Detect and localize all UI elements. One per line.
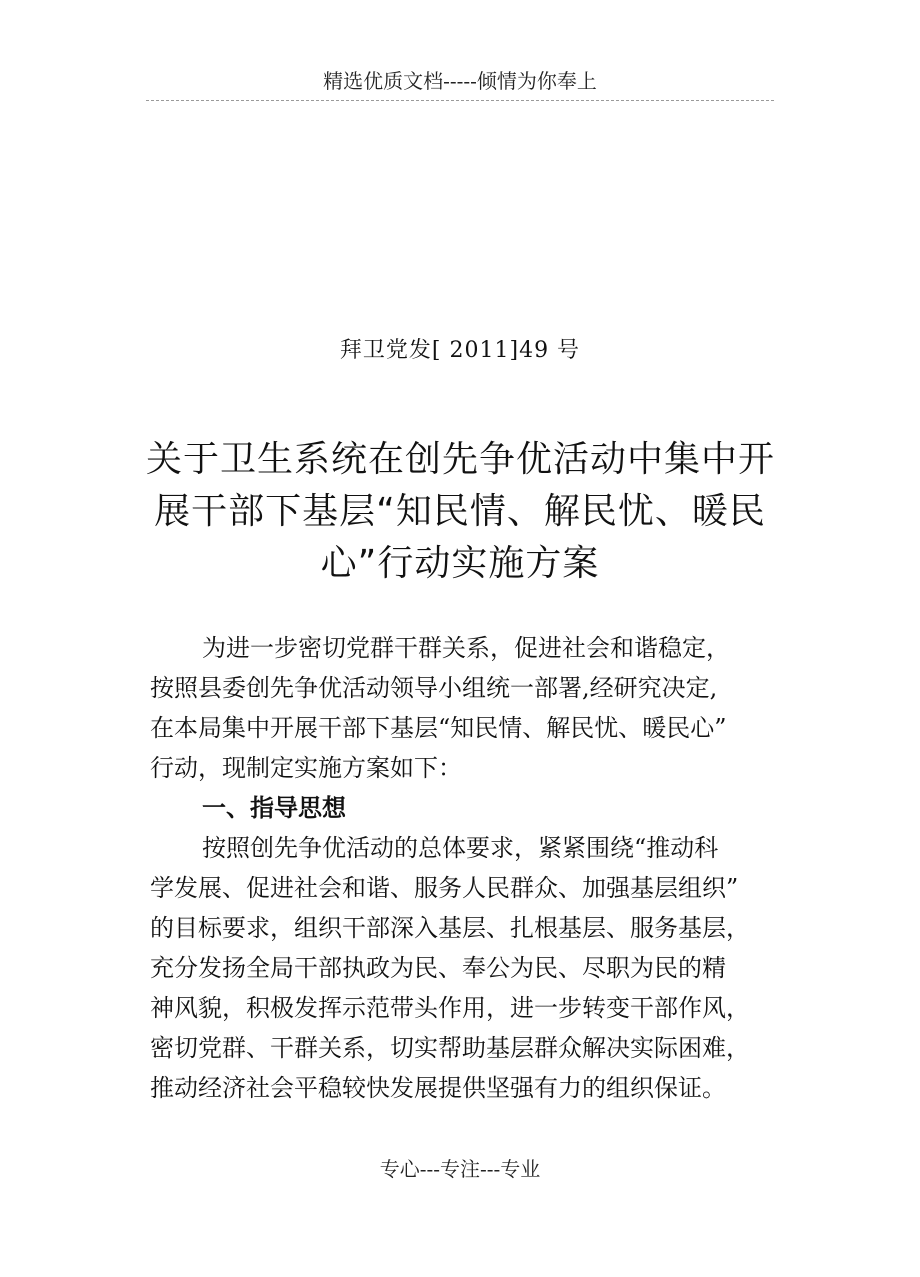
body-line: 学发展、促进社会和谐、服务人民群众、加强基层组织” — [150, 874, 739, 902]
body-line: 充分发扬全局干部执政为民、奉公为民、尽职为民的精 — [150, 954, 726, 982]
document-number: 拜卫党发[ 2011]49 号 — [339, 338, 581, 363]
section-paragraph — [150, 828, 774, 1108]
intro-paragraph — [150, 628, 774, 788]
body-line: 推动经济社会平稳较快发展提供坚强有力的组织保证。 — [150, 1074, 726, 1102]
document-title — [146, 434, 774, 590]
body-line: 为进一步密切党群干群关系，促进社会和谐稳定， — [202, 634, 730, 662]
title-line: 展干部下基层“知民情、解民忧、暖民 — [154, 491, 766, 532]
page-header: 精选优质文档-----倾情为你奉上 — [323, 69, 597, 93]
body-line: 神风貌，积极发挥示范带头作用，进一步转变干部作风， — [150, 994, 750, 1022]
document-body — [150, 628, 774, 1108]
page-footer: 专心---专注---专业 — [379, 1157, 541, 1181]
title-line: 关于卫生系统在创先争优活动中集中开 — [146, 439, 776, 480]
body-line: 密切党群、干群关系，切实帮助基层群众解决实际困难， — [150, 1034, 750, 1062]
body-line: 的目标要求，组织干部深入基层、扎根基层、服务基层， — [150, 914, 750, 942]
body-line: 在本局集中开展干部下基层“知民情、解民忧、暖民心” — [150, 714, 727, 742]
body-line: 行动，现制定实施方案如下： — [150, 754, 462, 782]
body-line: 按照创先争优活动的总体要求，紧紧围绕“推动科 — [202, 834, 719, 862]
body-line: 按照县委创先争优活动领导小组统一部署,经研究决定, — [150, 674, 718, 702]
header-divider — [146, 100, 774, 101]
section-heading: 一、指导思想 — [202, 794, 346, 822]
title-line: 心”行动实施方案 — [320, 543, 600, 584]
